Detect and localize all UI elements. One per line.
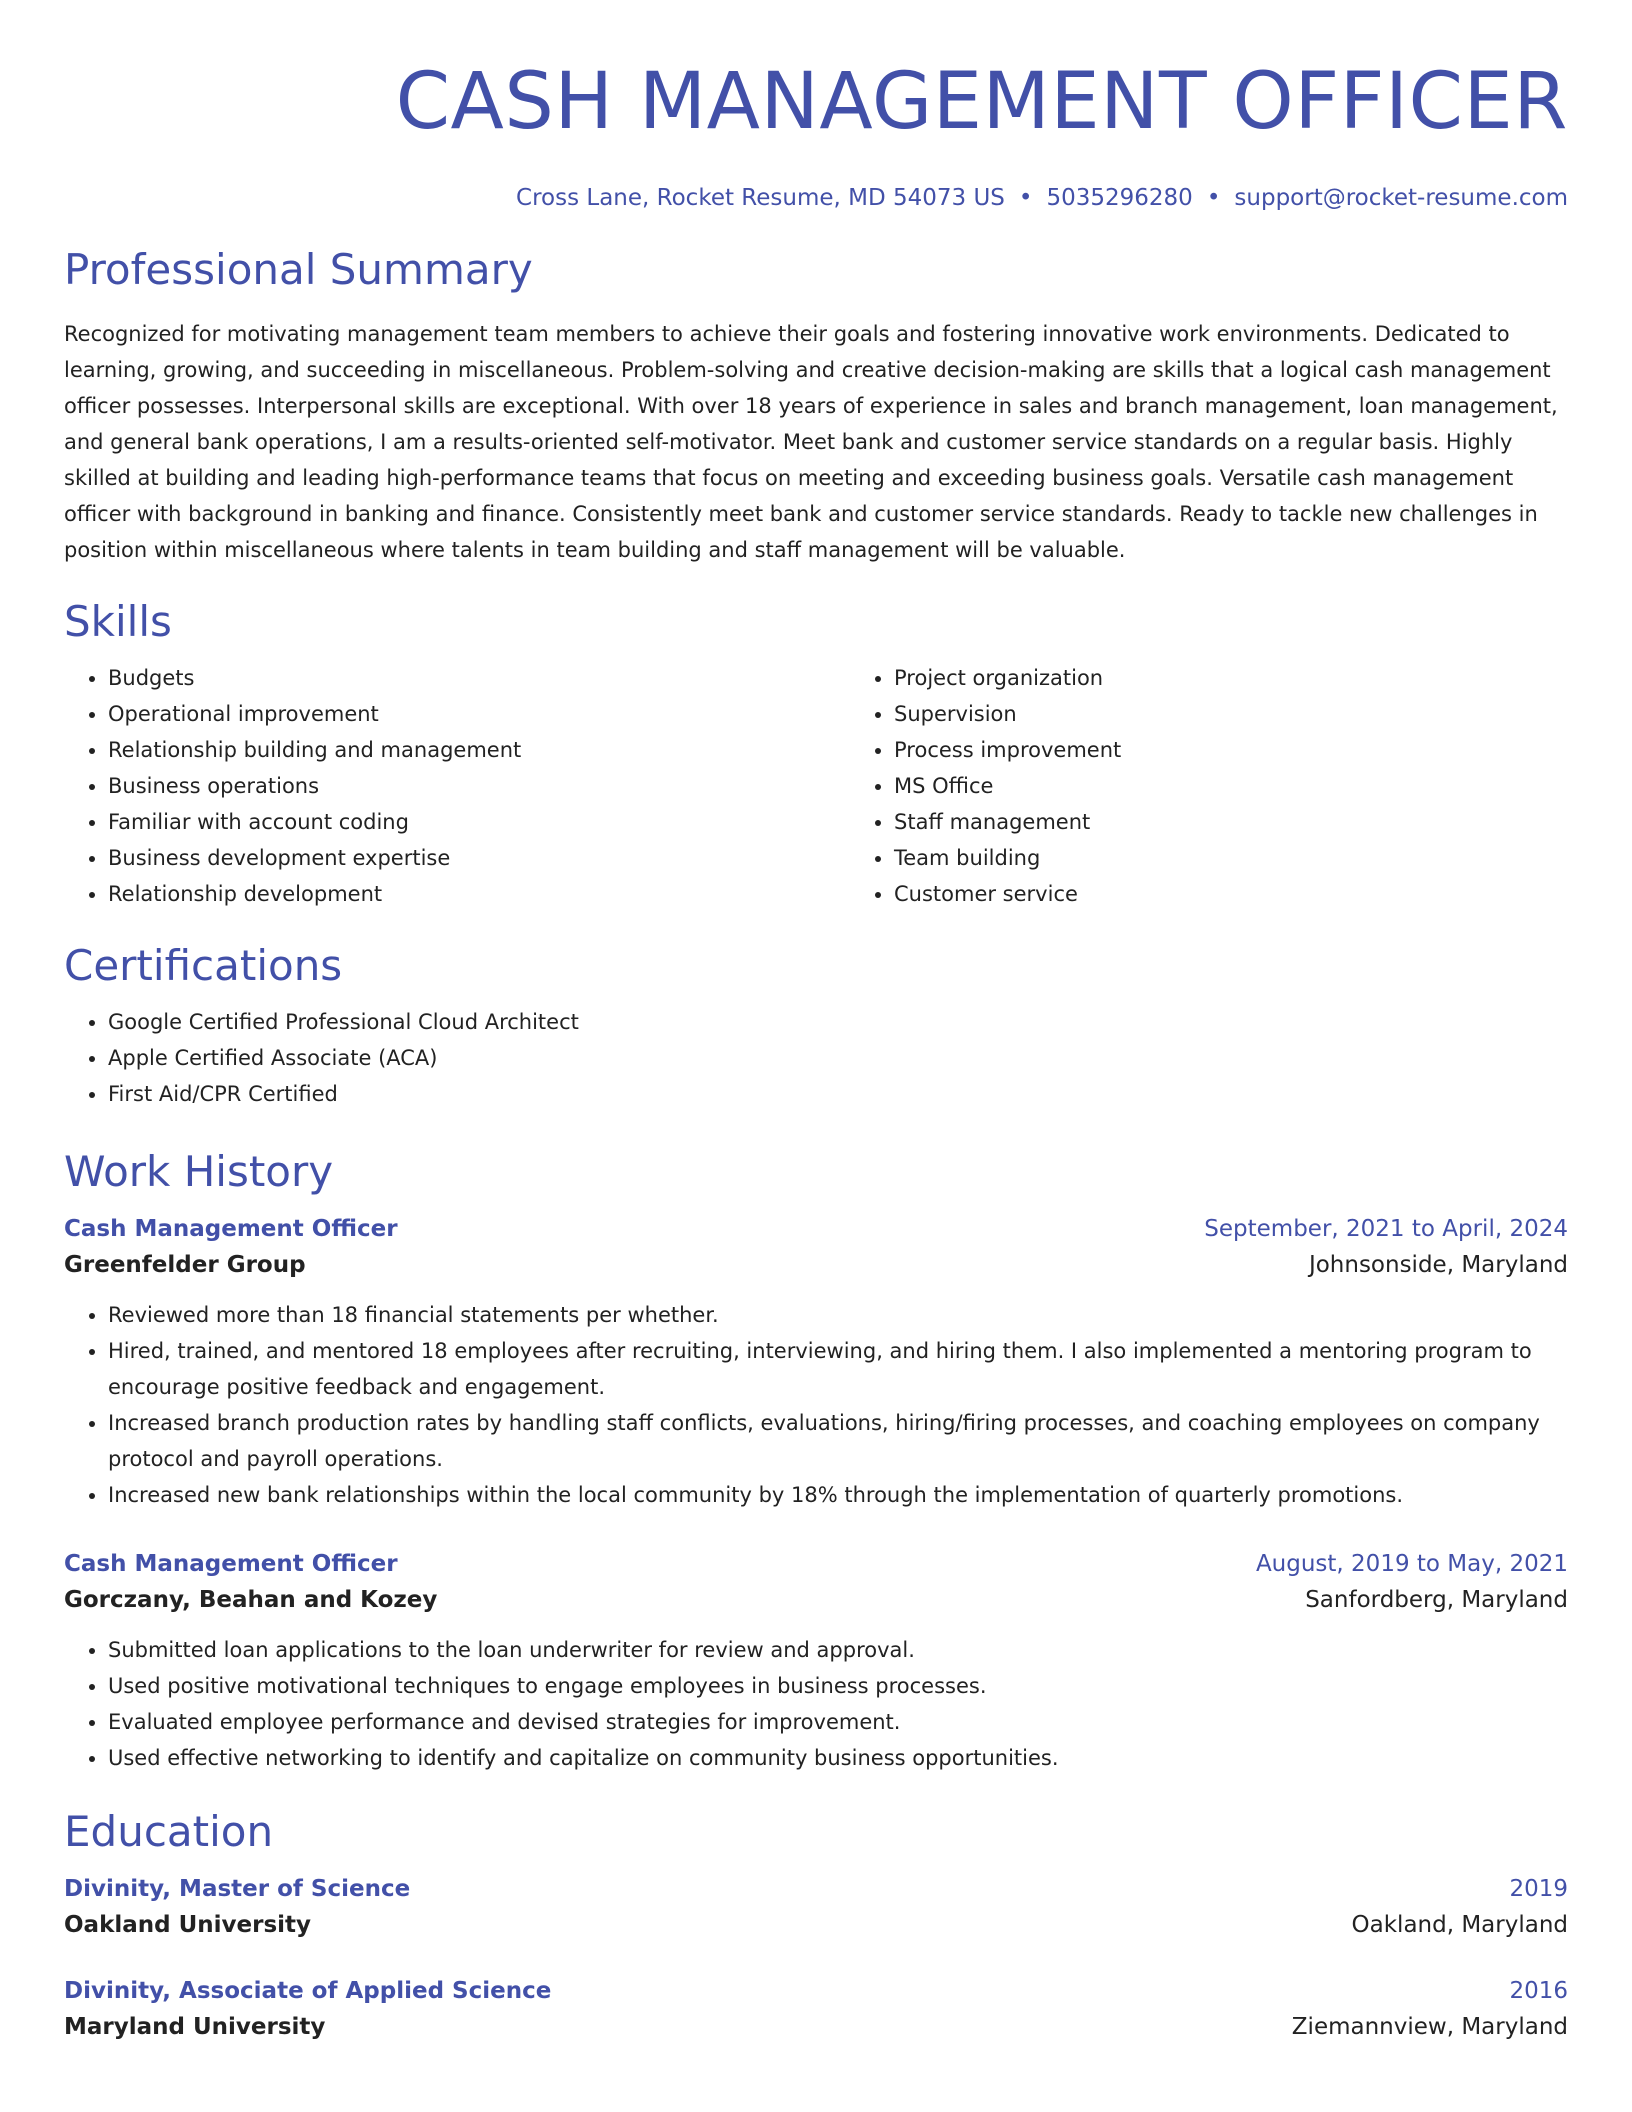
job-header-row <box>64 1547 1568 1581</box>
education-header-row <box>64 1974 1568 2008</box>
job-bullet: • Used positive motivational techniques to engage employees in business processes. <box>108 1668 1568 1704</box>
skills-list-right <box>850 660 1568 912</box>
job-entry <box>64 1547 1568 1776</box>
job-title: Cash Management Officer <box>64 1216 398 1242</box>
job-location: Johnsonside, Maryland <box>1308 1252 1568 1278</box>
job-bullet: • Evaluated employee performance and devised strategies for improvement. <box>108 1704 1568 1740</box>
skill-item: • Operational improvement <box>108 696 850 732</box>
summary-heading: Professional Summary <box>64 245 533 294</box>
job-company: Gorczany, Beahan and Kozey <box>64 1587 438 1613</box>
job-bullet: • Increased new bank relationships within the local community by 18% through the implementation of quarterly promotions. <box>108 1477 1568 1513</box>
work-history-heading: Work History <box>64 1147 334 1196</box>
certification-item: • First Aid/CPR Certified <box>108 1076 1568 1112</box>
certification-item: • Apple Certified Associate (ACA) <box>108 1040 1568 1076</box>
skills-columns <box>64 660 1568 912</box>
skill-item: • Team building <box>894 840 1568 876</box>
job-dates: September, 2021 to April, 2024 <box>1204 1216 1568 1242</box>
skill-item: • Project organization <box>894 660 1568 696</box>
skill-item: • Business development expertise <box>108 840 850 876</box>
education-school-row <box>64 1906 1568 1944</box>
contact-email: support@rocket-resume.com <box>1234 185 1568 211</box>
contact-separator: • <box>1018 185 1033 211</box>
job-location: Sanfordberg, Maryland <box>1305 1587 1568 1613</box>
education-header-row <box>64 1872 1568 1906</box>
resume-page <box>64 0 1568 2046</box>
education-location: Oakland, Maryland <box>1351 1912 1568 1938</box>
contact-address: Cross Lane, Rocket Resume, MD 54073 US <box>516 185 1005 211</box>
job-bullets <box>64 1297 1568 1513</box>
job-bullet: • Hired, trained, and mentored 18 employees after recruiting, interviewing, and hiring them. I also implemented a mentoring program to encourage positive feedback and engagement. <box>108 1333 1568 1405</box>
skill-item: • Process improvement <box>894 732 1568 768</box>
job-dates: August, 2019 to May, 2021 <box>1255 1551 1568 1577</box>
job-company: Greenfelder Group <box>64 1252 306 1278</box>
education-location: Ziemannview, Maryland <box>1291 2014 1568 2040</box>
job-entry <box>64 1212 1568 1513</box>
education-school-row <box>64 2008 1568 2046</box>
certifications-heading: Certifications <box>64 941 343 990</box>
job-bullet: • Used effective networking to identify and capitalize on community business opportunities. <box>108 1740 1568 1776</box>
resume-name: CASH MANAGEMENT OFFICER <box>395 57 1568 147</box>
contact-separator: • <box>1206 185 1221 211</box>
skill-item: • Relationship building and management <box>108 732 850 768</box>
contact-line <box>64 182 1568 214</box>
education-heading: Education <box>64 1807 274 1856</box>
summary-text: Recognized for motivating management team members to achieve their goals and fostering innovative work environments. Dedicated to learning, growing, and succeeding in miscellaneous. Problem-solving and creative decision-making are skills that a logical cash management officer possesses. Interpersonal skills are exceptional. With over 18 years of experience in sales and branch management, loan management, and general bank operations, I am a results-oriented self-motivator. Meet bank and customer service standards on a regular basis. Highly skilled at building and leading high-performance teams that focus on meeting and exceeding business goals. Versatile cash management officer with background in banking and finance. Consistently meet bank and customer service standards. Ready to tackle new challenges in position within miscellaneous where talents in team building and staff management will be valuable. <box>64 322 1558 562</box>
education-degree: Divinity, Associate of Applied Science <box>64 1978 552 2004</box>
skill-item: • Business operations <box>108 768 850 804</box>
contact-phone: 5035296280 <box>1046 185 1193 211</box>
job-bullet: • Submitted loan applications to the loan underwriter for review and approval. <box>108 1632 1568 1668</box>
job-title: Cash Management Officer <box>64 1551 398 1577</box>
skill-item: • Supervision <box>894 696 1568 732</box>
skill-item: • Customer service <box>894 876 1568 912</box>
education-school: Oakland University <box>64 1912 312 1938</box>
job-bullet: • Reviewed more than 18 financial statements per whether. <box>108 1297 1568 1333</box>
job-bullet: • Increased branch production rates by handling staff conflicts, evaluations, hiring/firing processes, and coaching employees on company protocol and payroll operations. <box>108 1405 1568 1477</box>
job-header-row <box>64 1212 1568 1246</box>
skill-item: • Relationship development <box>108 876 850 912</box>
education-year: 2019 <box>1509 1876 1568 1902</box>
education-year: 2016 <box>1509 1978 1568 2004</box>
education-degree: Divinity, Master of Science <box>64 1876 411 1902</box>
skill-item: • Staff management <box>894 804 1568 840</box>
job-bullets <box>64 1632 1568 1776</box>
skill-item: • Familiar with account coding <box>108 804 850 840</box>
skills-list-left <box>64 660 850 912</box>
skills-heading: Skills <box>64 597 172 646</box>
skill-item: • Budgets <box>108 660 850 696</box>
job-company-row <box>64 1246 1568 1284</box>
job-company-row <box>64 1581 1568 1619</box>
education-school: Maryland University <box>64 2014 326 2040</box>
skill-item: • MS Office <box>894 768 1568 804</box>
certifications-list <box>64 1004 1568 1112</box>
education-entry <box>64 1872 1568 1944</box>
education-entry <box>64 1974 1568 2046</box>
certification-item: • Google Certified Professional Cloud Architect <box>108 1004 1568 1040</box>
